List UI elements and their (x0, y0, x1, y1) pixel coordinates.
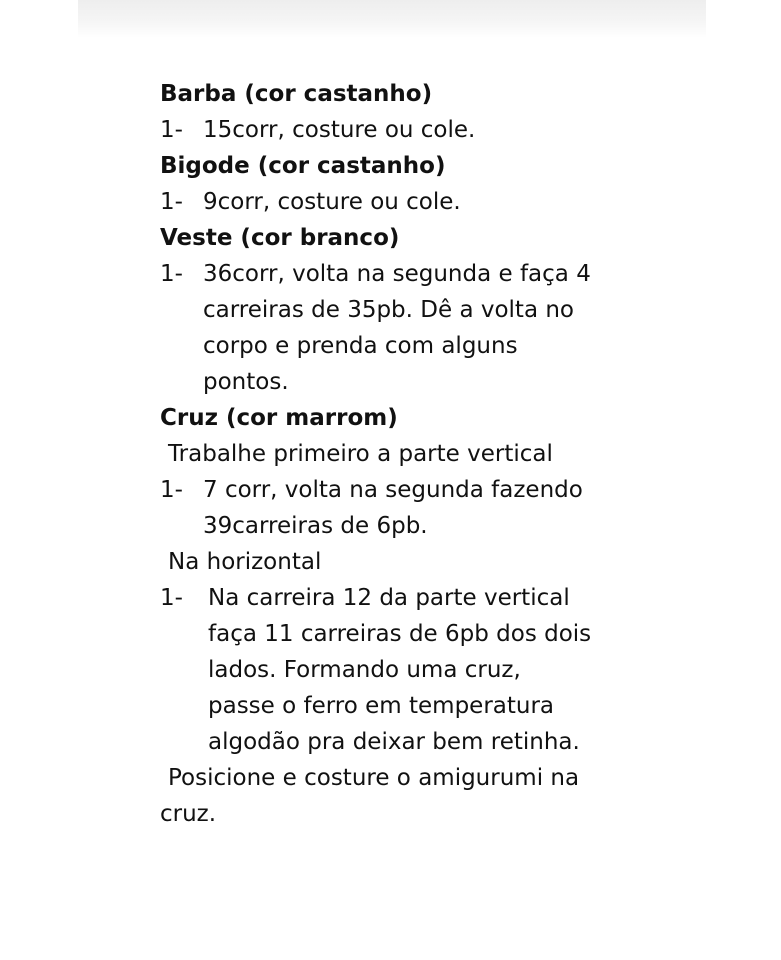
section-heading-veste: Veste (cor branco) (160, 225, 400, 251)
cruz-horizontal-step-1-cont (160, 616, 760, 652)
step-text: 9corr, costure ou cole. (203, 189, 461, 215)
section-heading-cruz: Cruz (cor marrom) (160, 405, 398, 431)
cruz-horizontal-step-1-cont (160, 688, 760, 724)
step-text: passe o ferro em temperatura (208, 693, 555, 719)
cruz-horizontal-step-1-cont (160, 724, 760, 760)
closing-line: Posicione e costure o amigurumi na (168, 765, 580, 791)
step-text: pontos. (203, 369, 289, 395)
veste-step-1-cont (160, 364, 760, 400)
bigode-step-1 (160, 184, 760, 220)
step-number: 1- (160, 117, 183, 143)
cruz-intro: Trabalhe primeiro a parte vertical (168, 441, 553, 467)
cruz-horizontal-step-1 (160, 580, 760, 616)
document-body (160, 76, 760, 832)
step-number: 1- (160, 189, 183, 215)
step-text: 39carreiras de 6pb. (203, 513, 428, 539)
step-number: 1- (160, 261, 183, 287)
step-text: lados. Formando uma cruz, (208, 657, 521, 683)
cruz-subheading-horizontal: Na horizontal (168, 549, 322, 575)
step-text: carreiras de 35pb. Dê a volta no (203, 297, 574, 323)
veste-step-1-cont (160, 328, 760, 364)
step-text: 36corr, volta na segunda e faça 4 (203, 261, 591, 287)
section-heading-barba: Barba (cor castanho) (160, 81, 433, 107)
step-text: 15corr, costure ou cole. (203, 117, 476, 143)
cruz-horizontal-step-1-cont (160, 652, 760, 688)
step-text: 7 corr, volta na segunda fazendo (203, 477, 583, 503)
step-text: corpo e prenda com alguns (203, 333, 518, 359)
step-text: Na carreira 12 da parte vertical (208, 585, 570, 611)
step-text: faça 11 carreiras de 6pb dos dois (208, 621, 592, 647)
step-number: 1- (160, 477, 183, 503)
veste-step-1 (160, 256, 760, 292)
top-gradient-strip (78, 0, 706, 38)
step-text: algodão pra deixar bem retinha. (208, 729, 580, 755)
cruz-step-1-cont (160, 508, 760, 544)
step-number: 1- (160, 585, 183, 611)
cruz-step-1 (160, 472, 760, 508)
closing-line: cruz. (160, 801, 217, 827)
section-heading-bigode: Bigode (cor castanho) (160, 153, 446, 179)
barba-step-1 (160, 112, 760, 148)
veste-step-1-cont (160, 292, 760, 328)
